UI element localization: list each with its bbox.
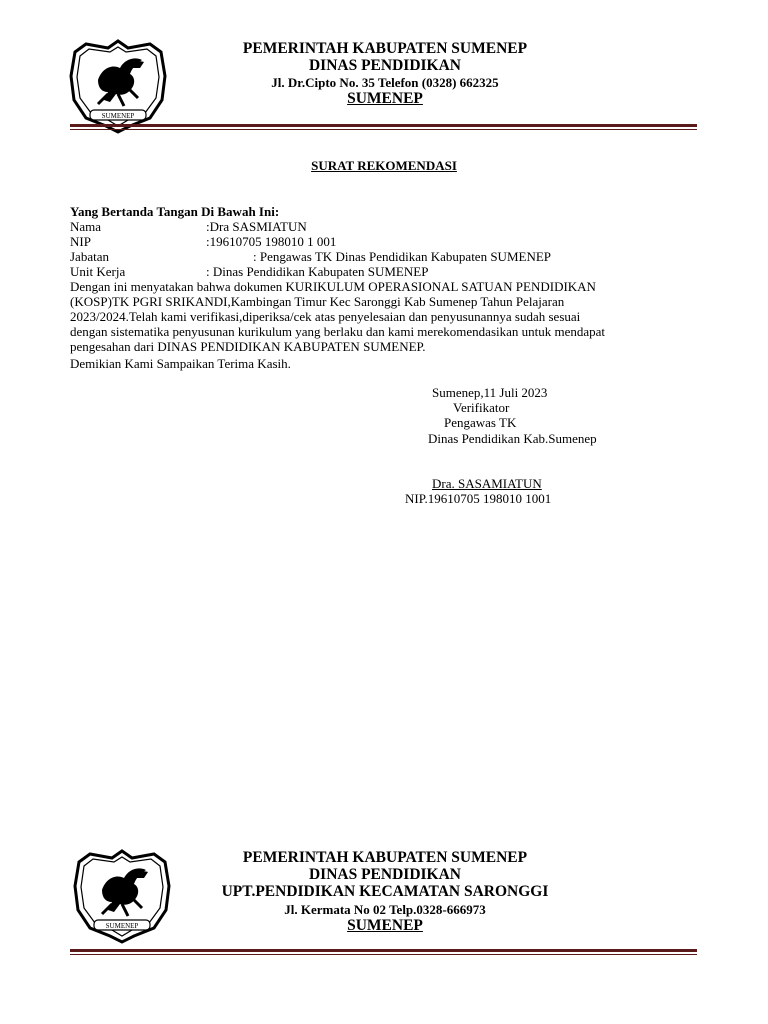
letterhead-rule-thin	[70, 129, 697, 130]
field-label-nama: Nama	[70, 219, 102, 234]
letterhead-bottom-city: SUMENEP	[347, 917, 423, 934]
signature-name: Dra. SASAMIATUN	[432, 476, 542, 491]
letterhead-bottom-line3: UPT.PENDIDIKAN KECAMATAN SARONGGI	[221, 883, 549, 900]
field-value-nama: :Dra SASMIATUN	[206, 219, 307, 234]
field-label-nip: NIP	[70, 234, 91, 249]
letterhead-city: SUMENEP	[347, 90, 423, 107]
intro-heading: Yang Bertanda Tangan Di Bawah Ini:	[70, 204, 280, 219]
document-title: SURAT REKOMENDASI	[311, 158, 457, 173]
body-line: Dengan ini menyatakan bahwa dokumen KURIKULUM OPERASIONAL SATUAN PENDIDIKAN	[70, 279, 596, 294]
field-value-jabatan: : Pengawas TK Dinas Pendidikan Kabupaten SUMENEP	[253, 249, 552, 264]
field-label-jabatan: Jabatan	[70, 249, 109, 264]
signature-nip: NIP.19610705 198010 1001	[405, 491, 552, 506]
field-label-unit-kerja: Unit Kerja	[70, 264, 126, 279]
body-line: (KOSP)TK PGRI SRIKANDI,Kambingan Timur Kec Saronggi Kab Sumenep Tahun Pelajaran	[70, 294, 565, 309]
field-value-unit-kerja: : Dinas Pendidikan Kabupaten SUMENEP	[206, 264, 429, 279]
letterhead-bottom-line2: DINAS PENDIDIKAN	[308, 866, 461, 883]
seal-text: SUMENEP	[105, 922, 139, 930]
signature-office: Dinas Pendidikan Kab.Sumenep	[428, 431, 597, 446]
body-line: pengesahan dari DINAS PENDIDIKAN KABUPATEN SUMENEP.	[70, 339, 426, 354]
letterhead-bottom-line1: PEMERINTAH KABUPATEN SUMENEP	[242, 849, 528, 866]
letterhead-bottom-rule-thick	[70, 949, 697, 952]
body-line: 2023/2024.Telah kami verifikasi,diperiksa/cek atas penyelesaian dan penyusunannya sudah sesuai	[70, 309, 581, 324]
letterhead-bottom-rule-thin	[70, 954, 697, 955]
letterhead-address: Jl. Dr.Cipto No. 35 Telefon (0328) 662325	[271, 75, 499, 90]
letterhead-bottom-address: Jl. Kermata No 02 Telp.0328-666973	[284, 902, 486, 917]
seal-text: SUMENEP	[101, 112, 135, 120]
signature-place-date: Sumenep,11 Juli 2023	[432, 385, 548, 400]
body-line: dengan sistematika penyusunan kurikulum yang berlaku dan kami merekomendasikan untuk mendapat	[70, 324, 606, 339]
letterhead-line2: DINAS PENDIDIKAN	[308, 57, 461, 74]
signature-role: Verifikator	[453, 400, 510, 415]
signature-position: Pengawas TK	[444, 415, 517, 430]
letterhead-rule-thick	[70, 124, 697, 127]
field-value-nip: :19610705 198010 1 001	[206, 234, 337, 249]
closing-line: Demikian Kami Sampaikan Terima Kasih.	[70, 356, 291, 371]
letterhead-line1: PEMERINTAH KABUPATEN SUMENEP	[242, 40, 528, 57]
